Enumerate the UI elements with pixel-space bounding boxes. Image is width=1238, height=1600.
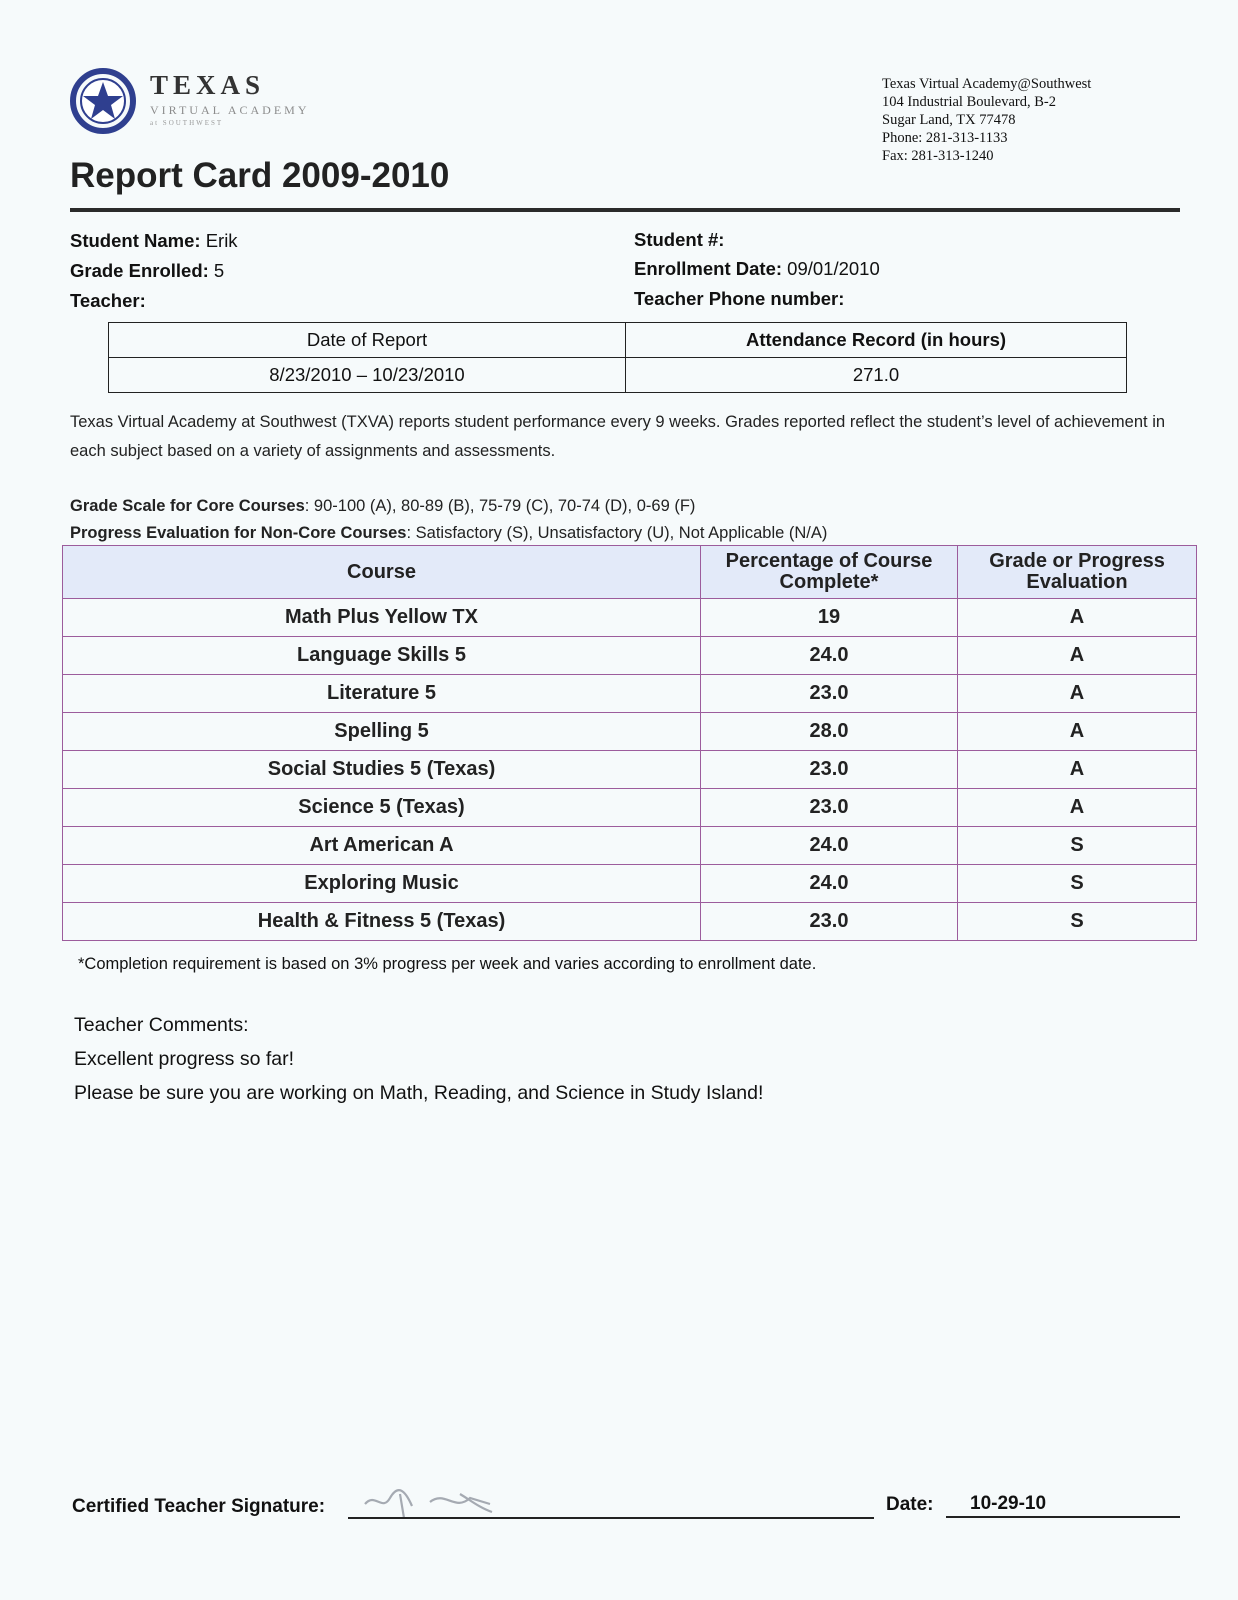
grade-scale [70, 497, 695, 516]
course-percentage: 23.0 [701, 751, 958, 789]
school-address [882, 75, 1091, 165]
enrollment-date-field [634, 258, 880, 280]
course-name: Art American A [63, 827, 701, 865]
signature-scribble [360, 1482, 500, 1522]
teacher-phone-label: Teacher Phone number: [634, 288, 845, 309]
course-name: Science 5 (Texas) [63, 789, 701, 827]
attendance-table [108, 322, 1127, 393]
student-name-label: Student Name: [70, 230, 201, 251]
course-name: Spelling 5 [63, 713, 701, 751]
course-percentage: 24.0 [701, 637, 958, 675]
date-line [946, 1516, 1180, 1518]
table-row [63, 751, 1197, 789]
teacher-comment-line: Excellent progress so far! [74, 1048, 295, 1070]
course-grade: S [958, 865, 1197, 903]
course-table [62, 545, 1197, 941]
attendance-header-row [109, 323, 1127, 358]
course-grade: A [958, 713, 1197, 751]
course-name: Literature 5 [63, 675, 701, 713]
table-row [63, 827, 1197, 865]
course-grade: A [958, 789, 1197, 827]
table-row [63, 865, 1197, 903]
attendance-hours-value: 271.0 [626, 358, 1127, 393]
title-divider [70, 208, 1180, 212]
address-line: Fax: 281-313-1240 [882, 148, 994, 164]
table-row [63, 789, 1197, 827]
course-name: Exploring Music [63, 865, 701, 903]
table-row [63, 637, 1197, 675]
address-line: Sugar Land, TX 77478 [882, 112, 1016, 128]
intro-paragraph: Texas Virtual Academy at Southwest (TXVA) reports student performance every 9 weeks. Grades reported reflect the student’s level of achievement in each subject based on a variety of assignments and assessments. [70, 413, 1166, 460]
course-grade: A [958, 599, 1197, 637]
course-grade: A [958, 675, 1197, 713]
attendance-date-value: 8/23/2010 – 10/23/2010 [109, 358, 626, 393]
star-seal-icon [70, 68, 136, 134]
grade-scale-value: : 90-100 (A), 80-89 (B), 75-79 (C), 70-74 (D), 0-69 (F) [304, 497, 696, 515]
course-grade: S [958, 827, 1197, 865]
attendance-header-hours: Attendance Record (in hours) [626, 323, 1127, 358]
course-percentage: 23.0 [701, 903, 958, 941]
progress-eval-label: Progress Evaluation for Non-Core Courses [70, 524, 407, 542]
course-percentage: 23.0 [701, 789, 958, 827]
address-line: 104 Industrial Boulevard, B-2 [882, 94, 1056, 110]
student-name-value: Erik [205, 230, 238, 251]
table-row [63, 713, 1197, 751]
grade-enrolled-field [70, 260, 224, 282]
page-title: Report Card 2009-2010 [70, 156, 450, 195]
teacher-field [70, 290, 146, 312]
table-row [63, 599, 1197, 637]
header-grade: Grade or Progress Evaluation [958, 546, 1197, 599]
course-percentage: 28.0 [701, 713, 958, 751]
logo-subtitle: VIRTUAL ACADEMY [150, 103, 310, 117]
course-name: Language Skills 5 [63, 637, 701, 675]
student-number-label: Student #: [634, 229, 725, 250]
course-name: Math Plus Yellow TX [63, 599, 701, 637]
grade-enrolled-label: Grade Enrolled: [70, 260, 209, 281]
student-name-field [70, 230, 238, 252]
course-name: Social Studies 5 (Texas) [63, 751, 701, 789]
attendance-value-row [109, 358, 1127, 393]
signature-label: Certified Teacher Signature: [72, 1496, 326, 1517]
teacher-comments-label: Teacher Comments: [74, 1014, 249, 1036]
date-label: Date: [886, 1494, 934, 1515]
address-line: Texas Virtual Academy@Southwest [882, 76, 1092, 92]
student-number-field [634, 229, 724, 251]
signature-line [348, 1517, 874, 1519]
school-logo [70, 68, 340, 138]
header-percentage: Percentage of Course Complete* [701, 546, 958, 599]
progress-evaluation-scale [70, 524, 827, 543]
enrollment-date-value: 09/01/2010 [787, 258, 880, 279]
course-name: Health & Fitness 5 (Texas) [63, 903, 701, 941]
grade-enrolled-value: 5 [213, 260, 225, 281]
logo-subtitle-2: at SOUTHWEST [150, 119, 224, 127]
date-value: 10-29-10 [970, 1493, 1047, 1514]
course-percentage: 23.0 [701, 675, 958, 713]
completion-footnote: *Completion requirement is based on 3% progress per week and varies according to enrollment date. [78, 955, 817, 973]
progress-eval-value: : Satisfactory (S), Unsatisfactory (U), Not Applicable (N/A) [406, 524, 828, 542]
course-percentage: 24.0 [701, 827, 958, 865]
course-percentage: 24.0 [701, 865, 958, 903]
table-row [63, 903, 1197, 941]
header-course: Course [63, 546, 701, 599]
course-table-header [63, 546, 1197, 599]
teacher-phone-field [634, 288, 844, 310]
enrollment-date-label: Enrollment Date: [634, 258, 783, 279]
grade-scale-label: Grade Scale for Core Courses [70, 497, 305, 515]
course-percentage: 19 [701, 599, 958, 637]
teacher-label: Teacher: [70, 290, 146, 311]
course-grade: S [958, 903, 1197, 941]
course-grade: A [958, 751, 1197, 789]
course-grade: A [958, 637, 1197, 675]
attendance-header-date: Date of Report [109, 323, 626, 358]
table-row [63, 675, 1197, 713]
logo-wordmark: TEXAS [150, 70, 266, 100]
teacher-comment-line: Please be sure you are working on Math, Reading, and Science in Study Island! [74, 1082, 764, 1104]
address-line: Phone: 281-313-1133 [882, 130, 1008, 146]
